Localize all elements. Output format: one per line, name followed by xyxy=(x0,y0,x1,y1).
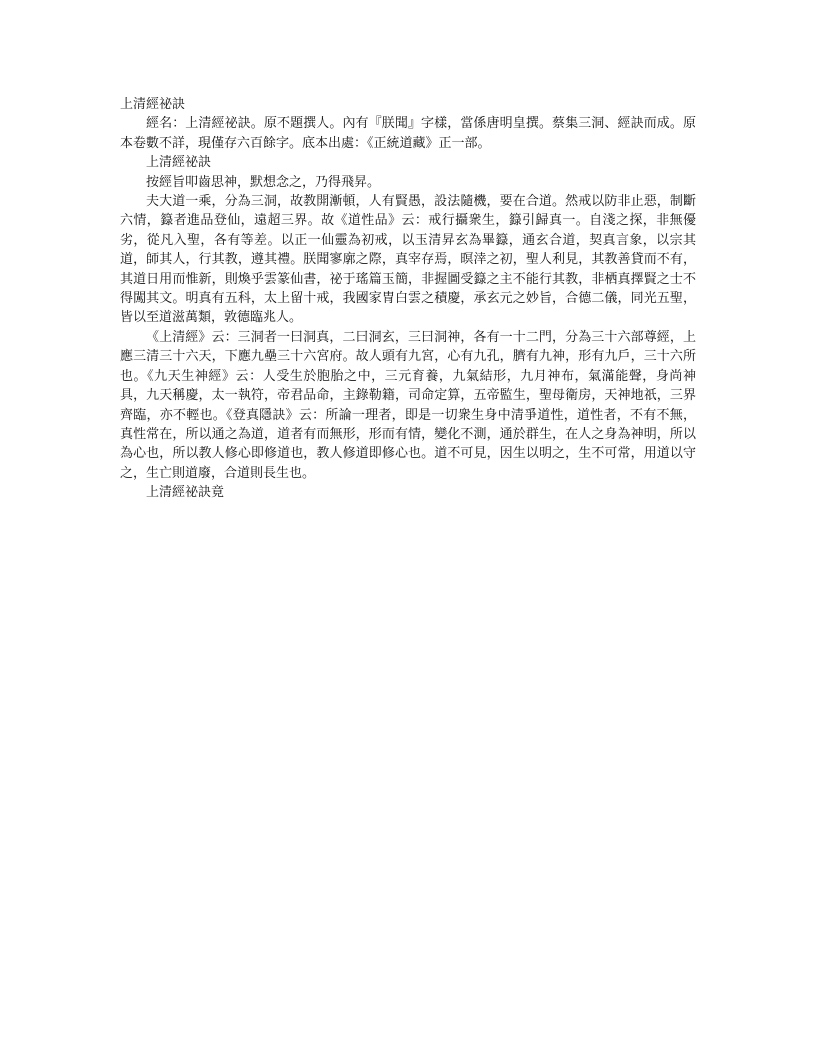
document-page xyxy=(120,95,696,503)
scripture-note-paragraph: 經名：上清經祕訣。原不題撰人。內有『朕聞』字樣，當係唐明皇撰。蔡集三洞、經訣而成。原本卷數不詳，現僅存六百餘字。底本出處：《正統道藏》正一部。 xyxy=(120,116,696,151)
body-paragraph-precepts: 夫大道一乘，分為三洞，故教開漸頓，人有賢愚，設法隨機，要在合道。然戒以防非止惡，制斷六情，籙者進品登仙，遠超三界。故《道性品》云：戒行攝衆生，籙引歸真一。自淺之探，非無優劣，從凡入聖，各有等差。以正一仙靈為初戒，以玉清昇玄為畢籙，通玄合道，契真言象，以宗其道，師其人，行其教，遵其禮。朕聞寥廓之際，真宰存焉，暝涬之初，聖人利見，其教善貸而不有，其道日用而惟新，則煥乎雲篆仙書，祕于瑤篇玉簡，非握圖受籙之主不能行其教，非栖真擇賢之士不得闖其文。明真有五科，太上留十戒，我國家冑白雲之積慶，承玄元之妙旨，合德二儀，同光五聖，皆以至道滋萬類，敦德臨兆人。 xyxy=(120,194,696,326)
instruction-paragraph: 按經旨叩齒思神，默想念之，乃得飛昇。 xyxy=(146,174,381,190)
document-title: 上清經祕訣 xyxy=(120,97,186,112)
section-heading: 上清經祕訣 xyxy=(146,155,212,171)
body-paragraph-three-caverns: 《上清經》云：三洞者一曰洞真，二曰洞玄，三曰洞神，各有一十二門，分為三十六部尊經，上應三清三十六天，下應九壘三十六宮府。故人頭有九宮，心有九孔，臍有九神，形有九戶，三十六所也。《九天生神經》云：人受生於胞胎之中，三元育養，九氣結形，九月神布，氣滿能聲，身尚神具，九天稱慶，太一執符，帝君品命，主錄勒籍，司命定算，五帝監生，聖母衛房，天神地祇，三界齊臨，亦不輕也。《登真隱訣》云：所論一理者，即是一切衆生身中清爭道性，道性者，不有不無，真性常在，所以通之為道，道者有而無形，形而有情，變化不測，通於群生，在人之身為神明，所以為心也，所以教人修心即修道也，教人修道即修心也。道不可見，因生以明之，生不可常，用道以守之，生亡則道廢，合道則長生也。 xyxy=(120,329,696,481)
closing-line: 上清經祕訣竟 xyxy=(146,485,225,501)
